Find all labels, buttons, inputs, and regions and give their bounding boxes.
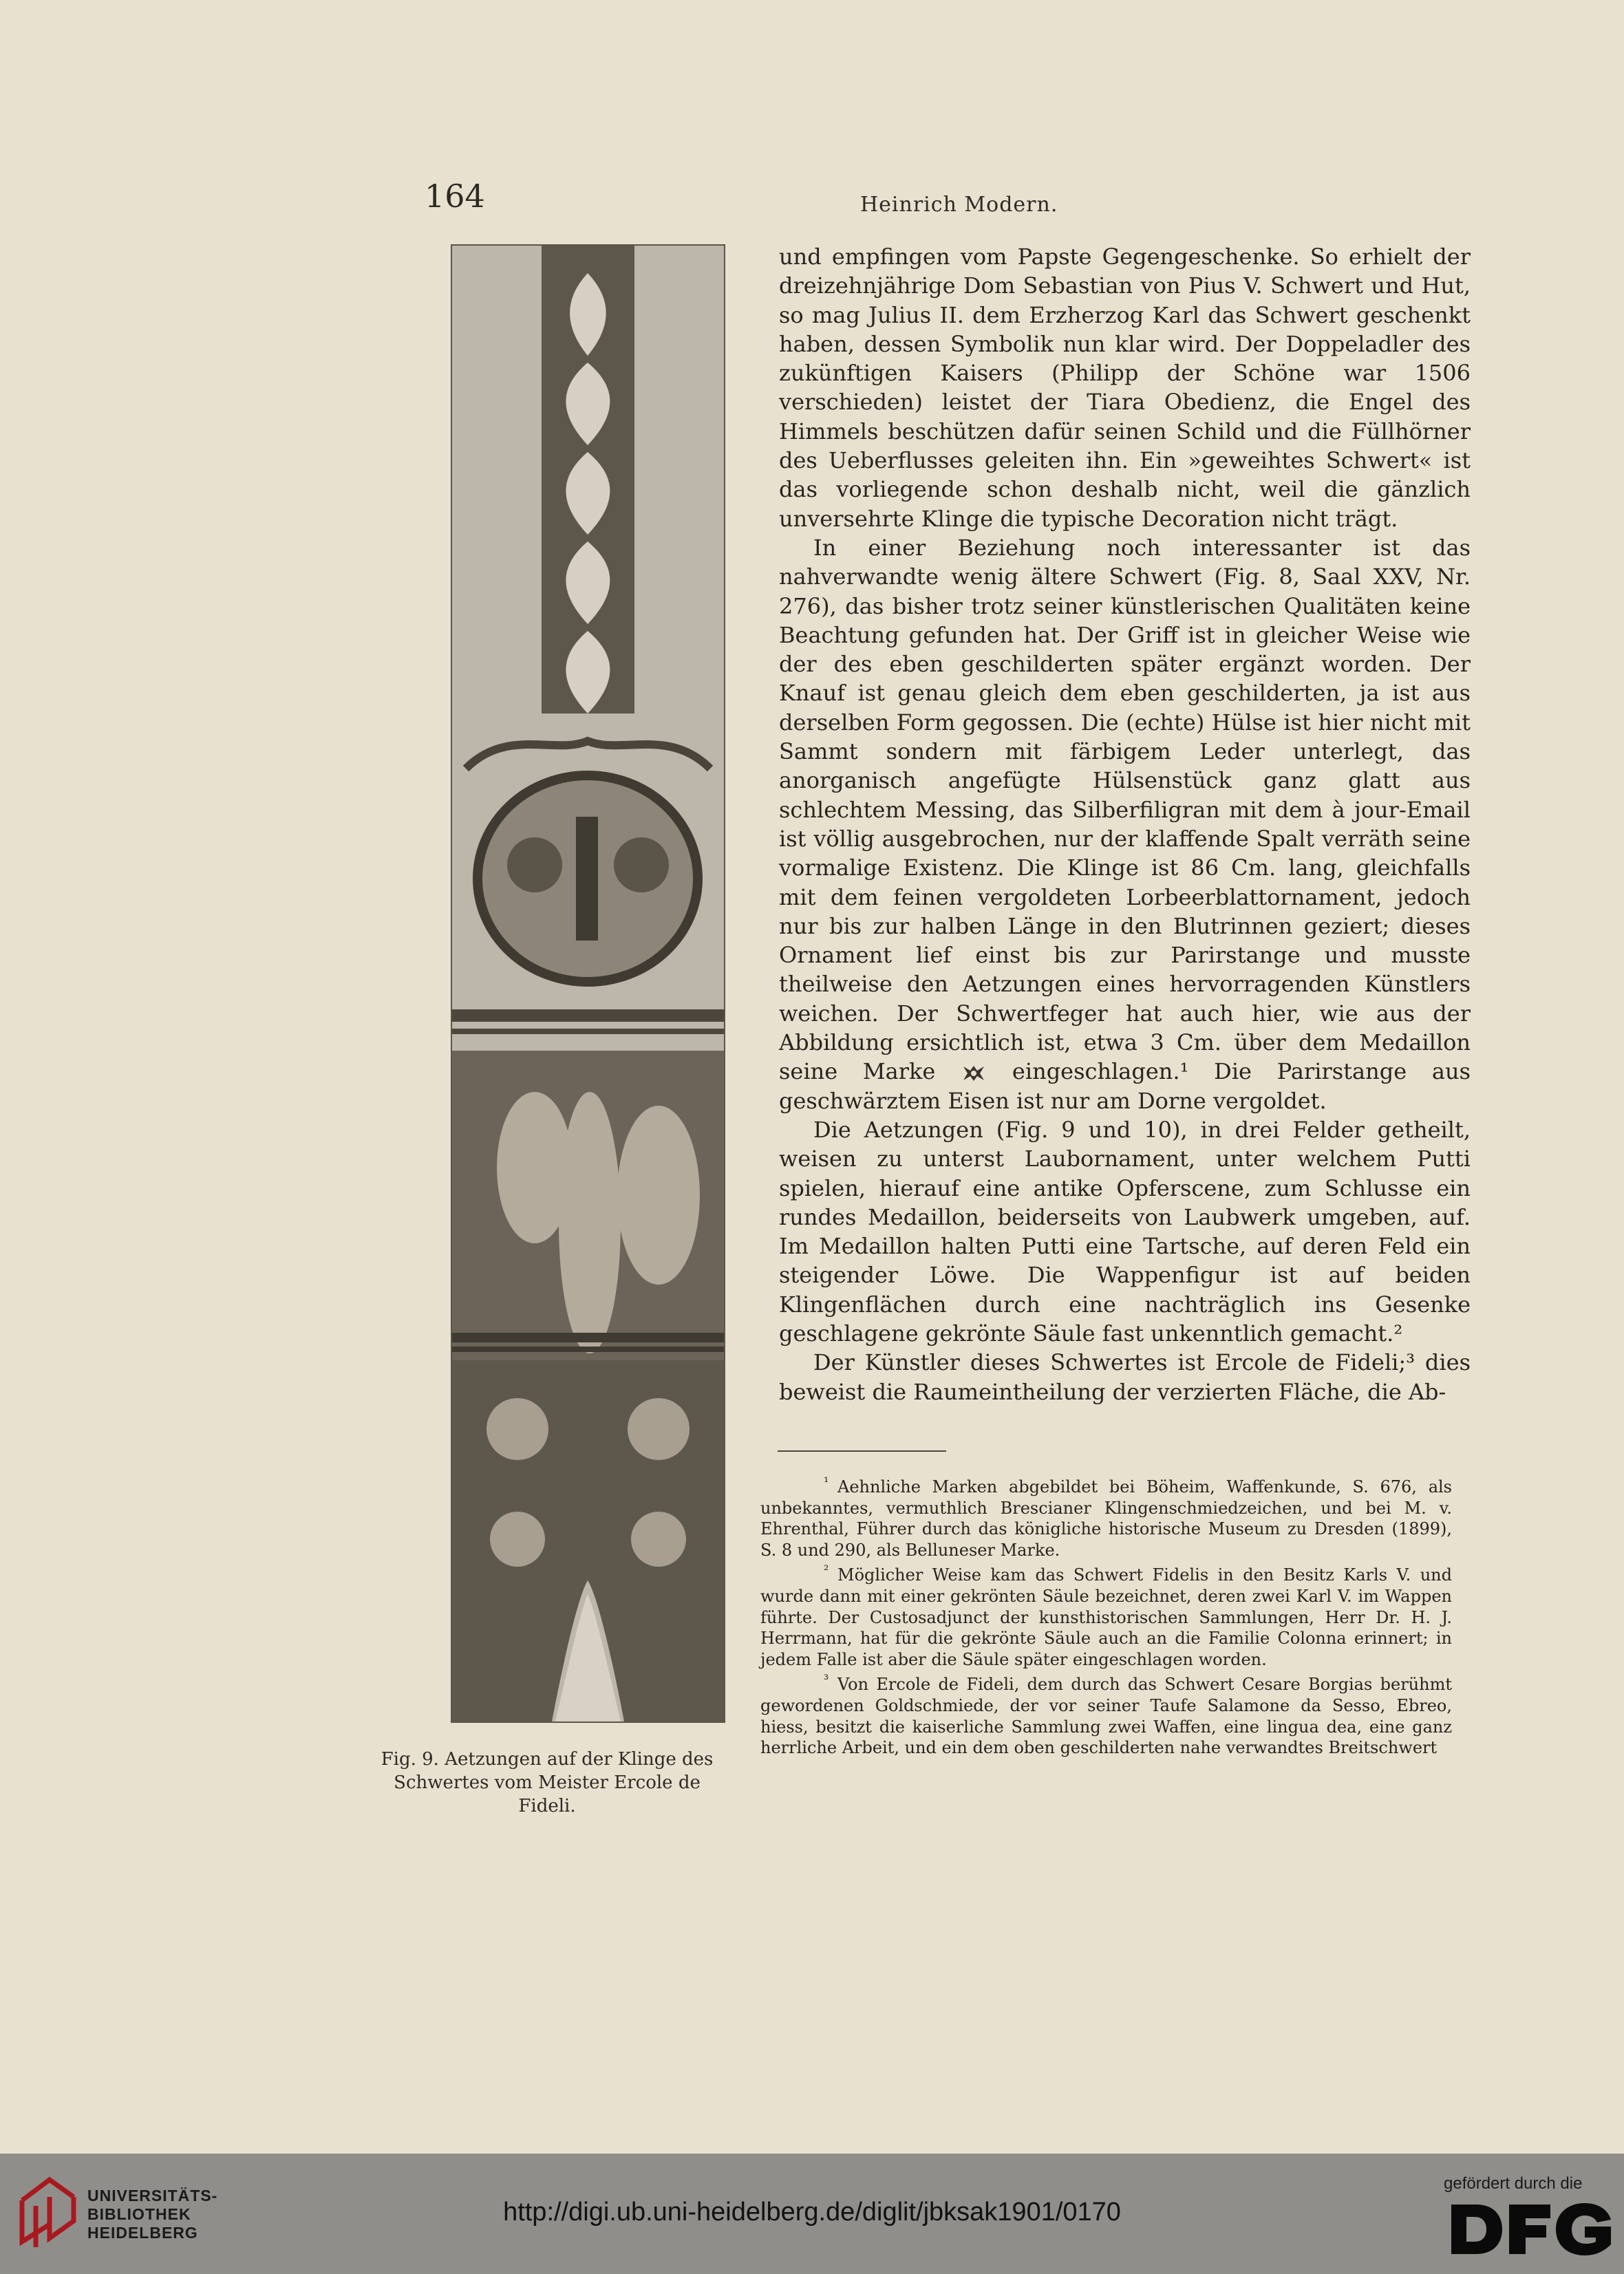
footnote-rule [778, 1450, 946, 1452]
footnote [760, 1670, 1452, 1758]
paragraph: und empfingen vom Papste Gegengeschenke. So erhielt der dreizehnjährige Dom Sebastian von Pius V. Schwert und Hut, so mag Julius II. dem Erzherzog Karl das Schwert geschenkt haben, dessen Symbolik nun klar wird. Der Doppeladler des zukünftigen Kaisers (Philipp der Schöne war 1506 verschieden) leistet der Tiara Obedienz, die Engel des Himmels beschützen dafür seinen Schild und die Füllhörner des Ueberflusses geleiten ihn. Ein »geweihtes Schwert« ist das vorliegende schon deshalb nicht, weil die gänzlich unversehrte Klinge die typische Decoration nicht trägt. [779, 244, 1471, 532]
etched-blade-plate-icon [452, 246, 724, 1721]
caption-line: Fig. 9. Aetzungen auf der Klinge des [381, 1749, 714, 1770]
library-name-line: HEIDELBERG [87, 2224, 198, 2242]
paragraph-text: eingeschlagen.¹ Die Parirstange aus geschwärztem Eisen ist nur am Dorne vergoldet. [779, 1058, 1471, 1114]
footnote [760, 1472, 1452, 1560]
smith-mark-icon [961, 1064, 987, 1083]
footnote-marker: ² [824, 1563, 829, 1578]
viewer-footer [0, 2154, 1624, 2274]
footnote-marker: ³ [824, 1673, 829, 1688]
running-head: Heinrich Modern. [860, 193, 1058, 217]
permalink-url[interactable]: http://digi.ub.uni-heidelberg.de/diglit/jbksak1901/0170 [503, 2198, 1121, 2227]
footnote-text: Von Ercole de Fideli, dem durch das Schwert Cesare Borgias berühmt gewordenen Goldschmiede, der vor seiner Taufe Salamone da Sesso, Ebreo, hiess, besitzt die kaiserliche Sammlung zwei Waffen, eine lingua dea, eine ganz herrliche Arbeit, und ein dem oben geschilderten nahe verwandtes Breitschwert [760, 1675, 1452, 1758]
body-text [779, 242, 1471, 1406]
caption-line: Schwertes vom Meister Ercole de Fideli. [394, 1772, 701, 1816]
funding-note: gefördert durch die [1444, 2174, 1583, 2193]
figure-plate [451, 244, 725, 1723]
paragraph: Die Aetzungen (Fig. 9 und 10), in drei Felder getheilt, weisen zu unterst Laubornament, unter welchem Putti spielen, hierauf eine antike Opferscene, zum Schlusse ein rundes Medaillon, beiderseits von Laubwerk umgeben, auf. Im Medaillon halten Putti eine Tartsche, auf deren Feld ein steigender Löwe. Die Wappenfigur ist auf beiden Klingenflächen durch eine nachträglich ins Gesenke geschlagene gekrönte Säule fast unkenntlich gemacht.² [779, 1116, 1471, 1347]
figure-caption [375, 1748, 719, 1818]
paragraph: Der Künstler dieses Schwertes ist Ercole de Fideli;³ dies beweist die Raumeintheilung der verzierten Fläche, die Ab- [779, 1349, 1471, 1405]
page-number: 164 [425, 178, 485, 215]
library-name-line: BIBLIOTHEK [87, 2205, 191, 2223]
footnotes [760, 1472, 1452, 1759]
footnote [760, 1560, 1452, 1670]
paragraph [779, 533, 1471, 1115]
library-name-line: UNIVERSITÄTS- [87, 2187, 218, 2205]
footnote-marker: ¹ [824, 1475, 829, 1490]
footnote-text: Aehnliche Marken abgebildet bei Böheim, Waffenkunde, S. 676, als unbekanntes, vermuthlich Brescianer Klingenschmiedzeichen, und bei M. v. Ehrenthal, Führer durch das königliche historische Museum zu Dresden (1899), S. 8 und 290, als Belluneser Marke. [760, 1477, 1452, 1560]
footnote-text: Möglicher Weise kam das Schwert Fidelis in den Besitz Karls V. und wurde dann mit einer gekrönten Säule bezeichnet, deren zwei Karl V. im Wappen führte. Der Custosadjunct der kunsthistorischen Sammlungen, Herr Dr. H. J. Herrmann, hat für die gekrönte Säule auch an die Familie Colonna erinnert; in jedem Falle ist aber die Säule später eingeschlagen worden. [760, 1565, 1452, 1669]
dfg-logo-icon[interactable] [1449, 2200, 1615, 2258]
paragraph-text: In einer Beziehung noch interessanter ist das nahverwandte wenig ältere Schwert (Fig. 8, Saal XXV, Nr. 276), das bisher trotz seiner künstlerischen Qualitäten keine Beachtung gefunden hat. Der Griff ist in gleicher Weise wie der des eben geschilderten später ergänzt worden. Der Knauf ist genau gleich dem eben geschilderten, ja ist aus derselben Form gegossen. Die (echte) Hülse ist hier nicht mit Sammt sondern mit färbigem Leder unterlegt, das anorganisch angefügte Hülsenstück ganz glatt aus schlechtem Messing, das Silberfiligran mit dem à jour-Email ist völlig ausgebrochen, nur der klaffende Spalt verräth seine vormalige Existenz. Die Klinge ist 86 Cm. lang, gleichfalls mit dem feinen vergoldeten Lorbeerblattornament, jedoch nur bis zur halben Länge in den Blutrinnen geziert; dieses Ornament lief einst bis zur Parirstange und musste theilweise den Aetzungen eines hervorragenden Künstlers weichen. Der Schwertfeger hat auch hier, wie aus der Abbildung ersichtlich ist, etwa 3 Cm. über dem Medaillon seine Marke [779, 534, 1471, 1085]
